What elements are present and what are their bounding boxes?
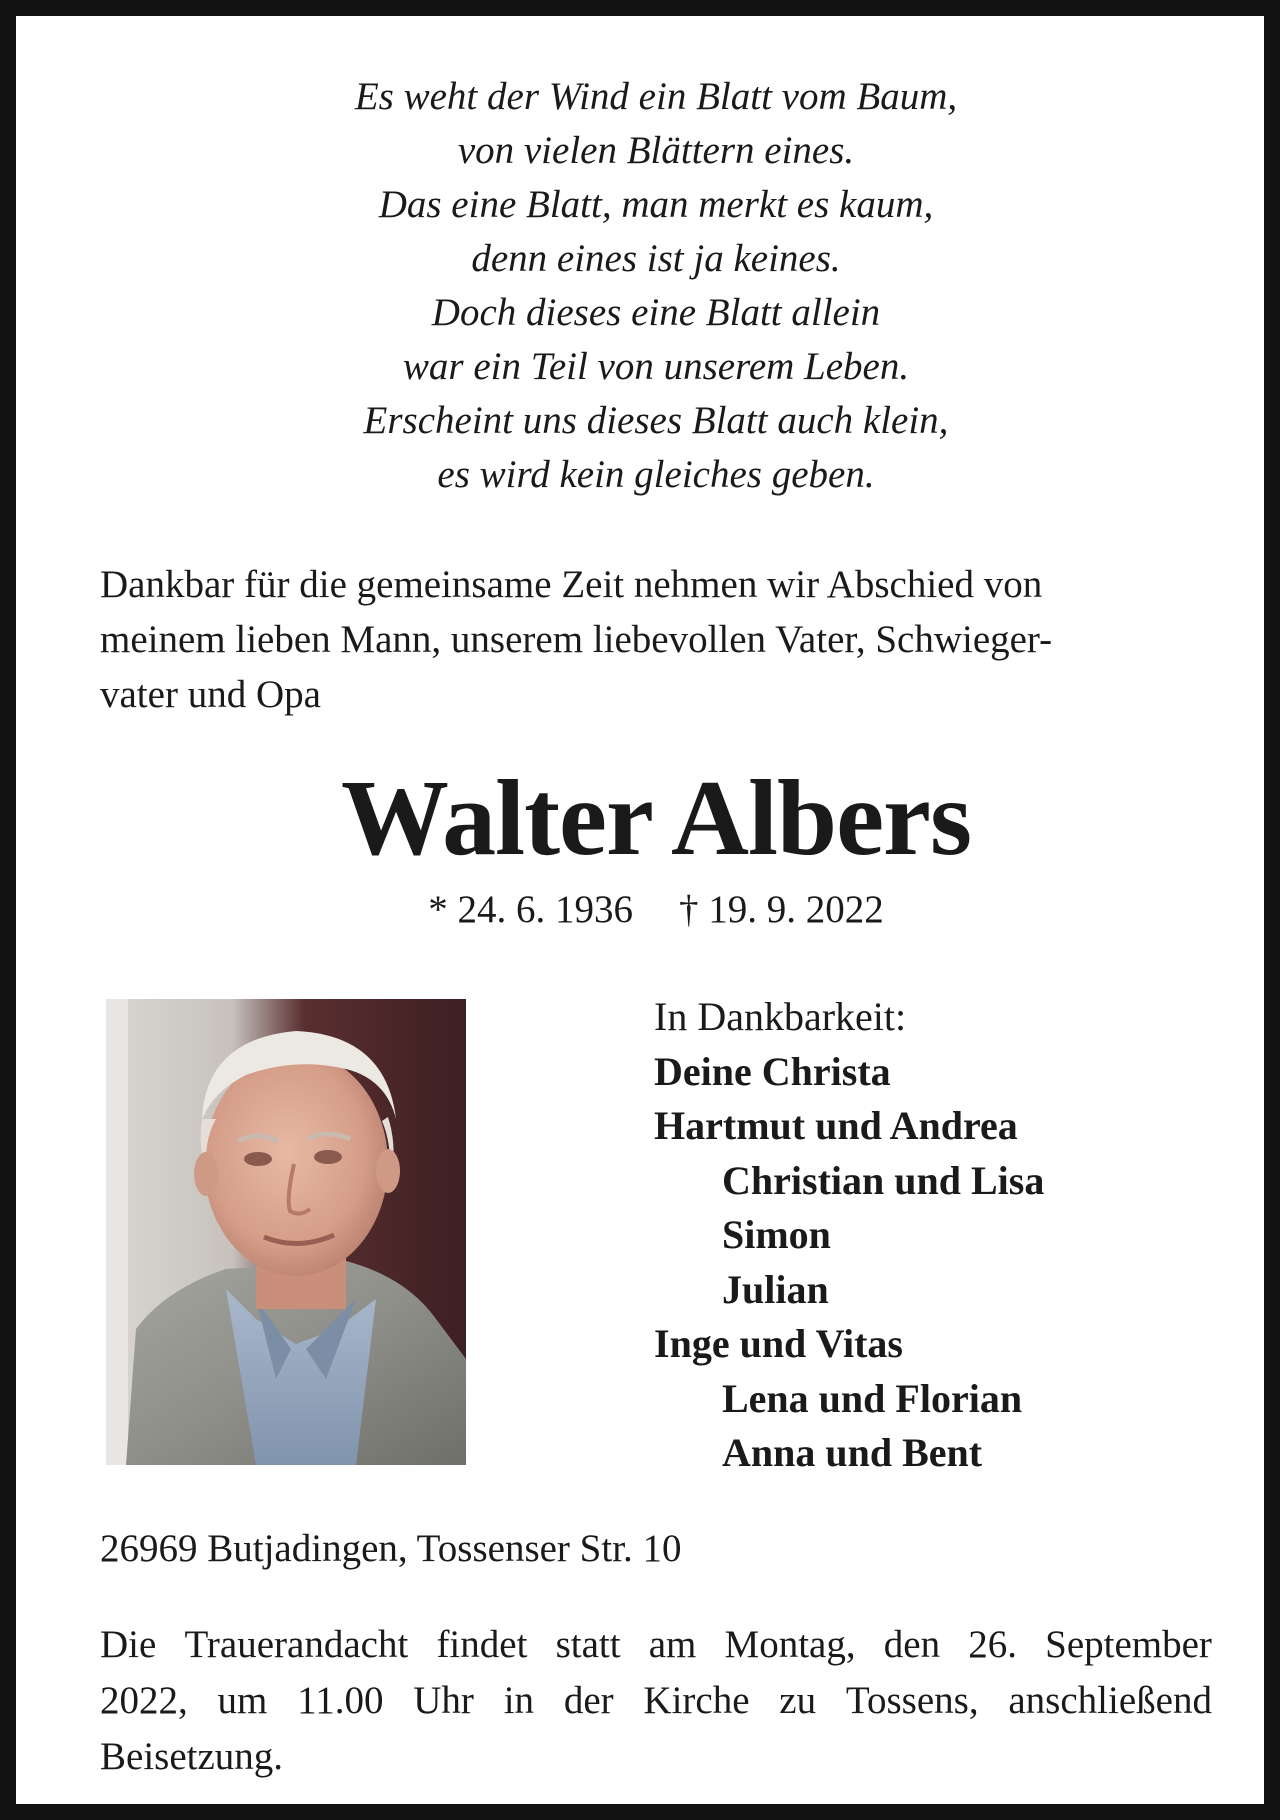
poem-line: Es weht der Wind ein Blatt vom Baum,	[354, 75, 958, 118]
service-word: Kirche	[643, 1679, 750, 1722]
service-word: Montag,	[724, 1623, 856, 1666]
service-word: September	[1045, 1623, 1212, 1666]
family-address: 26969 Butjadingen, Tossenser Str. 10	[100, 1527, 682, 1570]
service-word: den	[883, 1623, 941, 1666]
birth-date: * 24. 6. 1936	[428, 888, 633, 931]
service-word: Tossens,	[845, 1679, 979, 1722]
service-word: statt	[555, 1623, 621, 1666]
poem-line: Doch dieses eine Blatt allein	[431, 291, 881, 334]
service-word: um	[217, 1679, 268, 1722]
poem-line: Das eine Blatt, man merkt es kaum,	[378, 183, 934, 226]
service-word: am	[648, 1623, 697, 1666]
deceased-name: Walter Albers	[341, 759, 971, 878]
poem-line: es wird kein gleiches geben.	[437, 453, 875, 496]
service-word: zu	[779, 1679, 817, 1722]
service-line	[100, 1673, 1212, 1729]
poem-line: war ein Teil von unserem Leben.	[402, 345, 910, 388]
poem-line: Erscheint uns dieses Blatt auch klein,	[363, 399, 949, 442]
farewell-line: meinem lieben Mann, unserem liebevollen Vater, Schwieger-	[100, 618, 1053, 661]
poem-line: von vielen Blättern eines.	[457, 129, 855, 172]
service-notice	[100, 1617, 1212, 1785]
death-date: † 19. 9. 2022	[679, 888, 884, 931]
family-member: Christian und Lisa	[722, 1157, 1045, 1203]
family-member: Deine Christa	[654, 1048, 891, 1094]
farewell-line: vater und Opa	[100, 673, 321, 716]
memorial-poem	[16, 70, 1280, 502]
portrait-photo	[106, 999, 466, 1465]
service-word: 26.	[968, 1623, 1017, 1666]
family-member: Hartmut und Andrea	[654, 1103, 1018, 1148]
family-heading: In Dankbarkeit:	[654, 994, 907, 1039]
farewell-line: Dankbar für die gemeinsame Zeit nehmen wir Abschied von	[100, 563, 1043, 606]
service-word: findet	[436, 1623, 528, 1666]
service-word: Trauerandacht	[184, 1623, 409, 1666]
service-word: Die	[100, 1623, 157, 1666]
family-list	[654, 990, 1044, 1481]
service-word: der	[563, 1679, 614, 1722]
service-word: 11.00	[297, 1679, 384, 1722]
family-member: Lena und Florian	[722, 1375, 1023, 1421]
family-member: Anna und Bent	[722, 1430, 983, 1475]
service-line	[100, 1617, 1212, 1673]
service-word: Uhr	[413, 1679, 474, 1722]
service-line: Beisetzung.	[100, 1735, 284, 1778]
service-word: in	[503, 1679, 535, 1722]
service-word: anschließend	[1008, 1679, 1212, 1722]
family-member: Inge und Vitas	[654, 1321, 903, 1366]
family-member: Simon	[722, 1212, 831, 1257]
life-dates	[16, 882, 1280, 938]
family-member: Julian	[722, 1266, 829, 1312]
service-word: 2022,	[100, 1679, 188, 1722]
farewell-text	[100, 557, 1210, 722]
poem-line: denn eines ist ja keines.	[471, 237, 841, 280]
